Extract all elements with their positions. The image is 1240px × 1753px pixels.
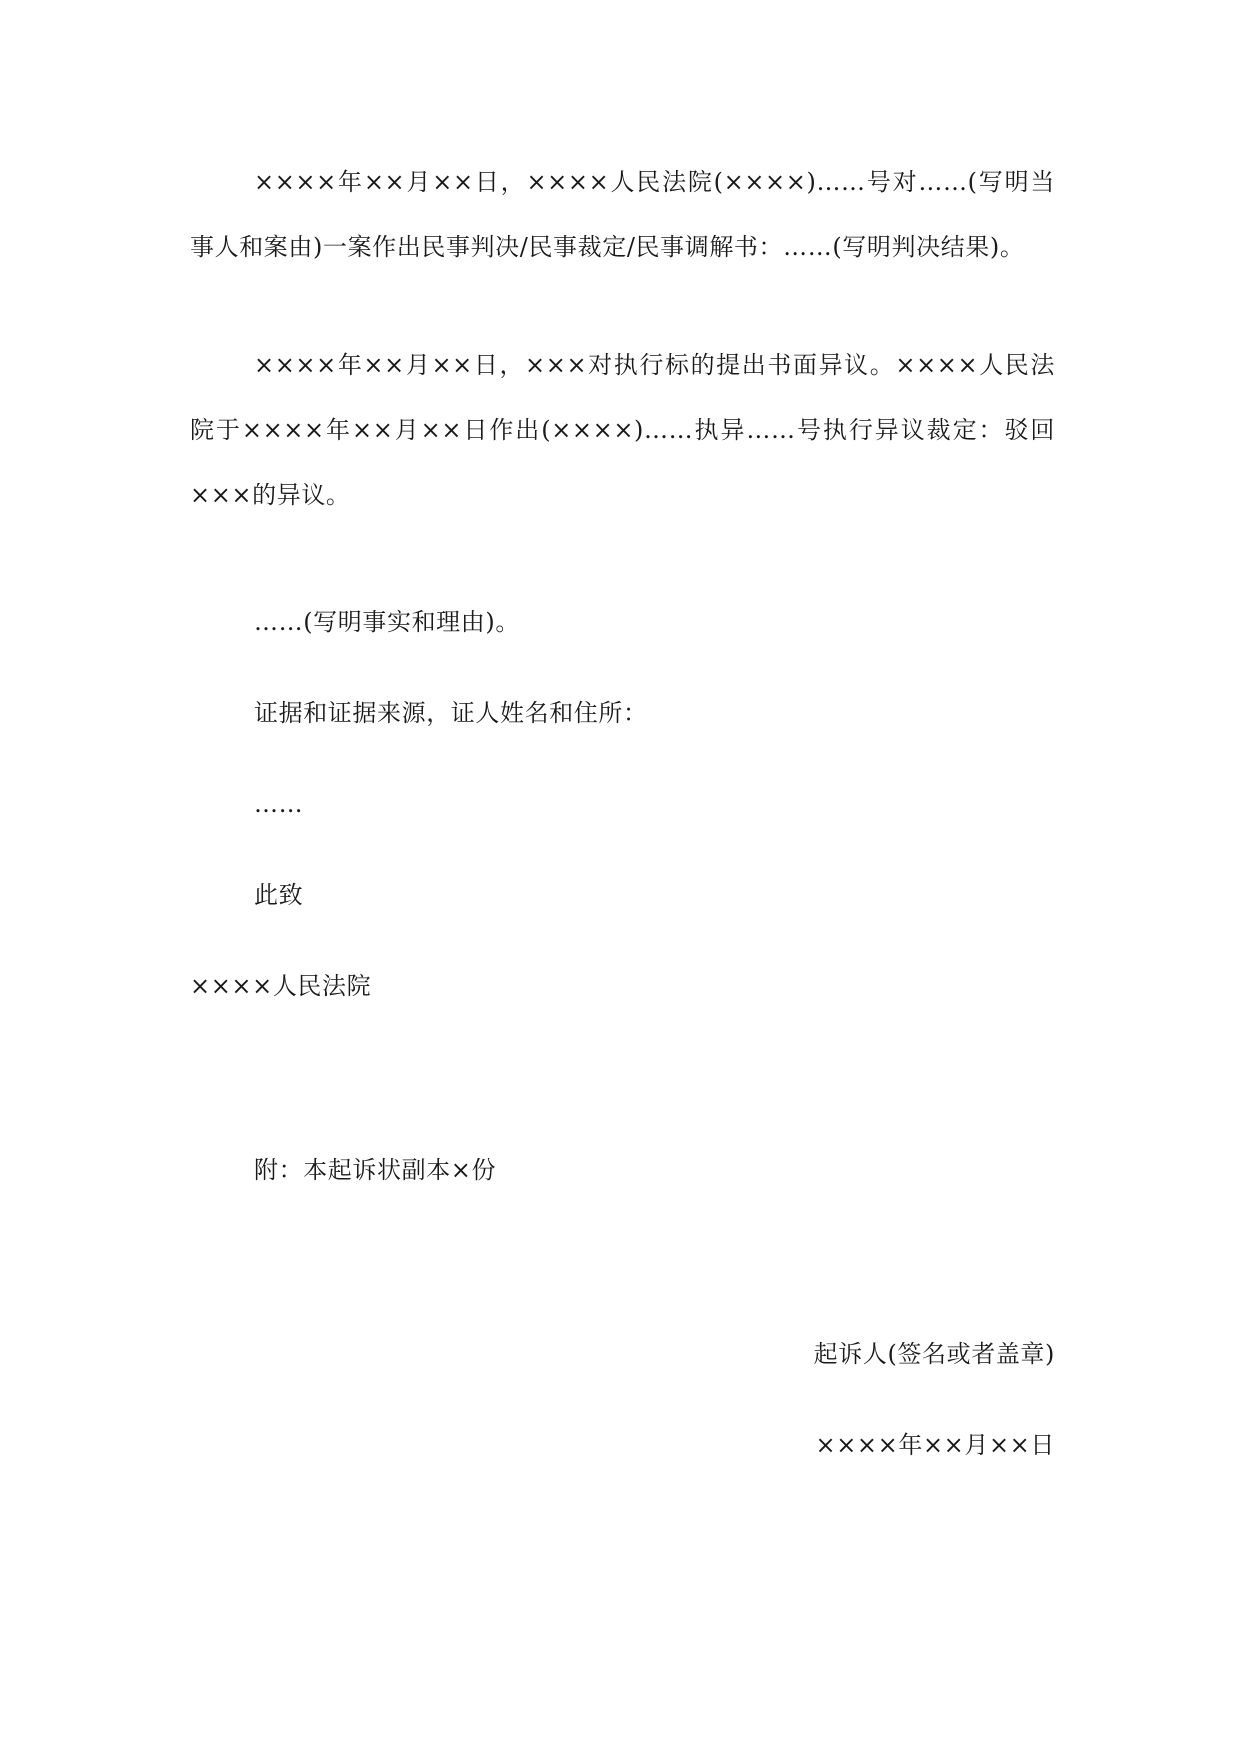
salutation: 此致 — [254, 881, 304, 909]
date-line: ××××年××月××日 — [815, 1431, 1055, 1459]
signature-line: 起诉人(签名或者盖章) — [813, 1340, 1055, 1368]
evidence-heading: 证据和证据来源，证人姓名和住所： — [254, 699, 648, 727]
paragraph-objection: ××××年××月××日，×××对执行标的提出书面异议。××××人民法院于××××年××月××日作出(××××)……执异……号执行异议裁定：驳回×××的异议。 — [190, 351, 1055, 509]
attachment-note: 附：本起诉状副本×份 — [254, 1156, 497, 1184]
court-name: ××××人民法院 — [190, 972, 372, 1000]
paragraph-facts-reasons: ……(写明事实和理由)。 — [254, 608, 520, 636]
evidence-items: …… — [254, 790, 304, 818]
paragraph-judgment: ××××年××月××日，××××人民法院(××××)……号对……(写明当事人和案由)一案作出民事判决/民事裁定/民事调解书：……(写明判决结果)。 — [190, 168, 1055, 261]
